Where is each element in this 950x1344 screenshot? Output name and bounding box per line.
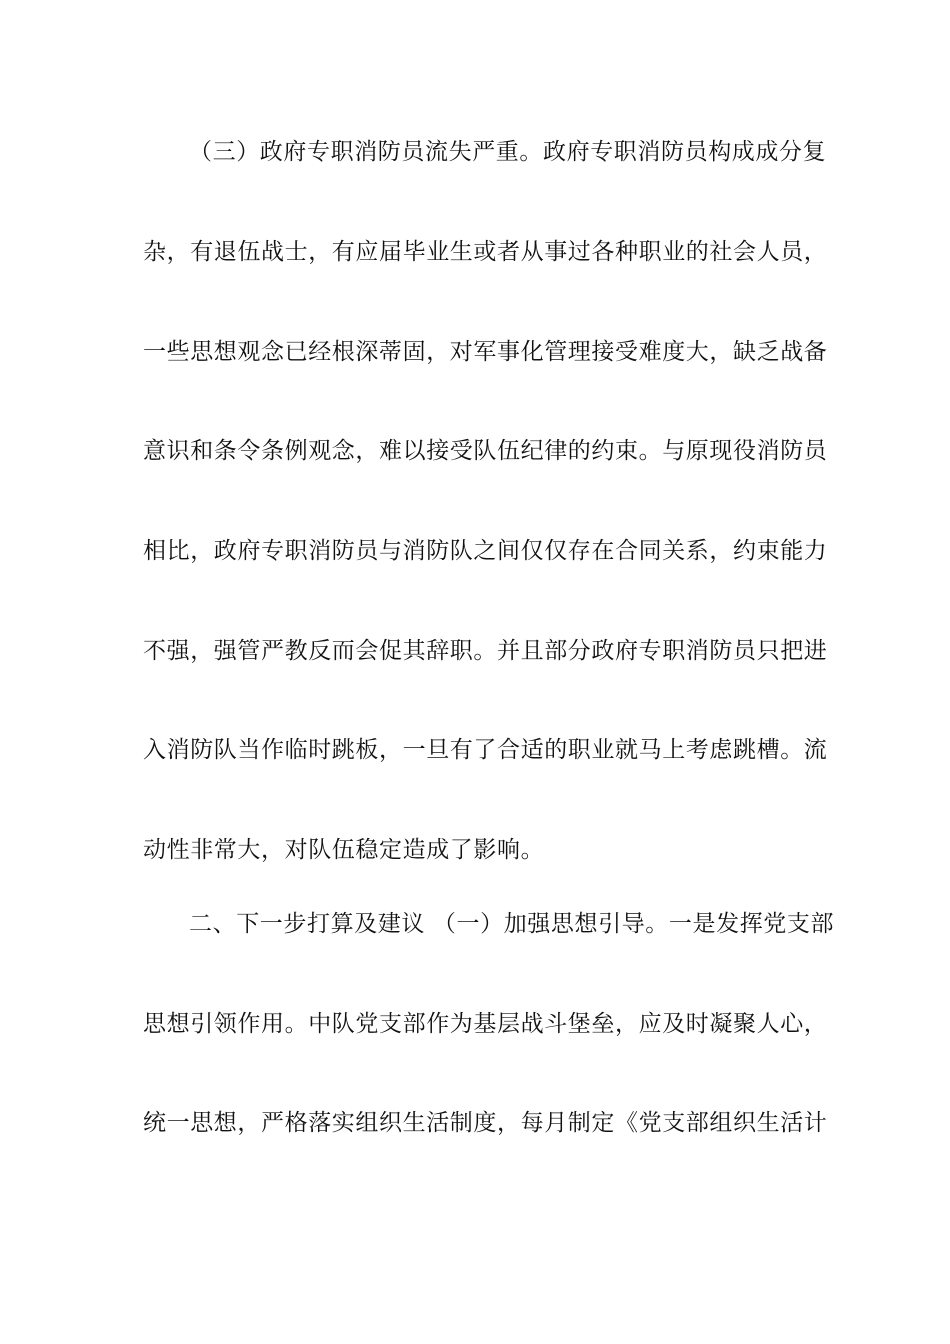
paragraph-line: 入消防队当作临时跳板，一旦有了合适的职业就马上考虑跳槽。流 (143, 737, 828, 763)
paragraph-line: （三）政府专职消防员流失严重。政府专职消防员构成成分复 (189, 139, 827, 165)
paragraph-line: 一些思想观念已经根深蒂固，对军事化管理接受难度大，缺乏战备 (143, 339, 828, 365)
paragraph-line: 思想引领作用。中队党支部作为基层战斗堡垒，应及时凝聚人心， (143, 1011, 828, 1037)
paragraph-line: 二、下一步打算及建议 （一）加强思想引导。一是发挥党支部 (189, 911, 835, 937)
paragraph-line: 意识和条令条例观念，难以接受队伍纪律的约束。与原现役消防员 (143, 438, 828, 464)
paragraph-line: 统一思想，严格落实组织生活制度，每月制定《党支部组织生活计 (143, 1110, 828, 1136)
paragraph-line: 杂，有退伍战士，有应届毕业生或者从事过各种职业的社会人员， (143, 239, 828, 265)
paragraph-line: 相比，政府专职消防员与消防队之间仅仅存在合同关系，约束能力 (143, 538, 828, 564)
paragraph-line: 不强，强管严教反而会促其辞职。并且部分政府专职消防员只把进 (143, 638, 828, 664)
paragraph-line: 动性非常大，对队伍稳定造成了影响。 (143, 837, 545, 863)
